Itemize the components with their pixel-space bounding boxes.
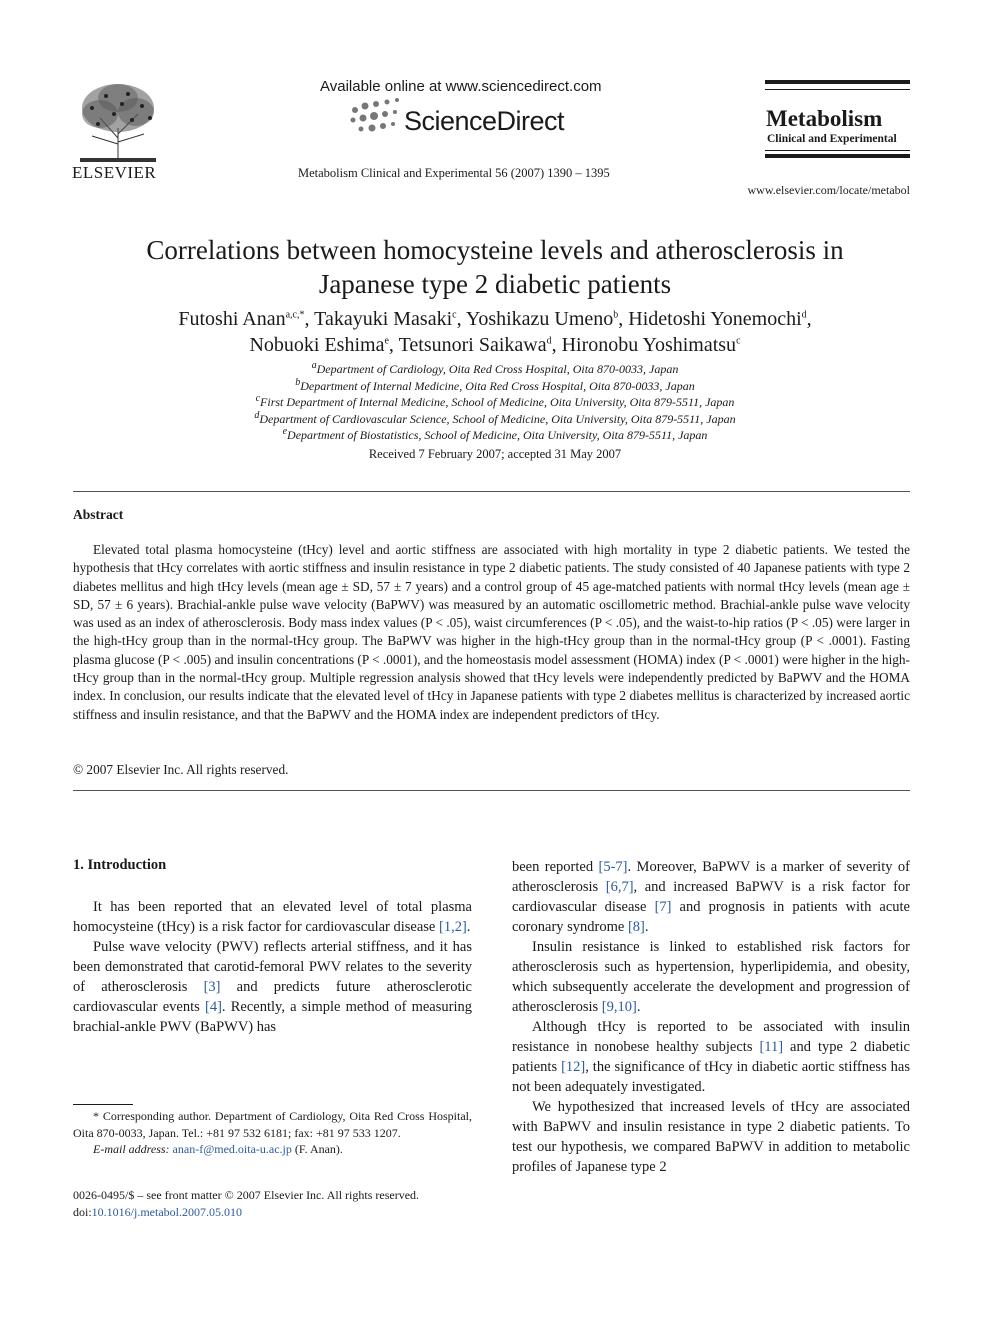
abstract-heading: Abstract bbox=[73, 507, 124, 522]
author-affiliation-mark: b bbox=[613, 309, 619, 321]
paragraph: We hypothesized that increased levels of tHcy are associated with BaPWV and insulin resistance in type 2 diabetic patients. To test our hypothesis, we compared BaPWV in addition to metabolic profiles of Japanese type 2 bbox=[512, 1099, 910, 1175]
journal-rule-top-thick bbox=[765, 80, 910, 84]
author-separator: , bbox=[618, 308, 629, 330]
journal-url[interactable]: www.elsevier.com/locate/metabol bbox=[747, 183, 910, 197]
affiliation-d bbox=[80, 411, 910, 428]
citation-link[interactable]: [6,7] bbox=[605, 879, 634, 895]
affiliation-text: First Department of Internal Medicine, School of Medicine, Oita University, Oita 879-5511, Japan bbox=[260, 395, 735, 409]
paper-title bbox=[80, 233, 910, 301]
paragraph bbox=[512, 1017, 910, 1097]
author-affiliation-mark: c bbox=[736, 335, 741, 347]
sciencedirect-wordmark: ScienceDirect bbox=[404, 106, 565, 136]
citation-link[interactable]: [8] bbox=[627, 919, 645, 935]
affiliation-b bbox=[80, 378, 910, 395]
citation-link[interactable]: [11] bbox=[759, 1039, 784, 1055]
author-separator: , bbox=[388, 334, 399, 356]
author-affiliation-mark: a,c,* bbox=[285, 309, 305, 321]
citation-link[interactable]: [9,10] bbox=[601, 999, 637, 1015]
affiliation-list bbox=[80, 361, 910, 444]
citation-link[interactable]: [3] bbox=[203, 979, 221, 995]
affiliation-text: Department of Cardiology, Oita Red Cross Hospital, Oita 870-0033, Japan bbox=[316, 362, 679, 376]
issn-line: 0026-0495/$ – see front matter © 2007 Elsevier Inc. All rights reserved. bbox=[73, 1188, 420, 1202]
section-heading-introduction: 1. Introduction bbox=[73, 857, 167, 873]
front-matter-info bbox=[73, 1187, 472, 1220]
text-run: . bbox=[644, 919, 649, 935]
journal-rule-top-thin bbox=[765, 89, 910, 90]
author-name: Yoshikazu Umeno bbox=[465, 308, 614, 330]
author-name: Tetsunori Saikawa bbox=[398, 334, 547, 356]
abstract-bottom-rule bbox=[73, 790, 910, 791]
email-suffix: (F. Anan). bbox=[291, 1142, 343, 1156]
publisher-name: ELSEVIER bbox=[72, 163, 157, 182]
journal-rule-bottom-thick bbox=[765, 154, 910, 158]
abstract-top-rule bbox=[73, 491, 910, 492]
affiliation-text: Department of Cardiovascular Science, School of Medicine, Oita University, Oita 879-5511, Japan bbox=[259, 411, 736, 426]
paragraph bbox=[512, 937, 910, 1017]
paper-title-line-2: Japanese type 2 diabetic patients bbox=[318, 269, 672, 299]
text-run: Pulse wave velocity (PWV) reflects arterial stiffness, and it has been demonstrated that carotid-femoral PWV relates to the severity of atherosclerosis bbox=[73, 939, 472, 995]
author-separator: , bbox=[304, 308, 315, 330]
author-name: Takayuki Masaki bbox=[314, 308, 453, 330]
affiliation-mark: a bbox=[311, 360, 317, 371]
text-run: . bbox=[636, 999, 641, 1015]
available-online-text: Available online at www.sciencedirect.com bbox=[320, 78, 602, 95]
author-line-2 bbox=[80, 332, 910, 358]
abstract-body: Elevated total plasma homocysteine (tHcy) level and aortic stiffness are associated with high mortality in type 2 diabetic patients. We tested the hypothesis that tHcy correlates with aortic stiffness and insulin resistance in type 2 diabetic patients. The study consisted of 40 Japanese patients with type 2 diabetes mellitus and high tHcy levels (mean age ± SD, 57 ± 7 years) and a control group of 45 age-matched patients with normal tHcy levels (mean age ± SD, 57 ± 6 years). Brachial-ankle pulse wave velocity (BaPWV) was measured by an automatic oscillometric method. Brachial-ankle pulse wave velocity was used as an index of atherosclerosis. Body mass index values (P < .05), waist circumferences (P < .05), and the waist-to-hip ratios (P < .05) were larger in the high-tHcy group than in the normal-tHcy group. The BaPWV was higher in the high-tHcy group than in the normal-tHcy group (P < .0001). Fasting plasma glucose (P < .005) and insulin concentrations (P < .0001), and the homeostasis model assessment (HOMA) index (P < .0001) were higher in the high-tHcy group than in the normal-tHcy group. Multiple regression analysis showed that tHcy levels were independently predicted by BaPWV and the HOMA index. In conclusion, our results indicate that the elevated level of tHcy in Japanese patients with type 2 diabetes mellitus is characterized by increased aortic stiffness and insulin resistance, and that the BaPWV and the HOMA index are independent predictors of tHcy. bbox=[73, 542, 910, 722]
affiliation-mark: d bbox=[254, 409, 260, 421]
text-run: and prognosis in patients with acute coronary syndrome bbox=[512, 899, 910, 935]
affiliation-c bbox=[80, 394, 910, 411]
author-affiliation-mark: d bbox=[801, 309, 807, 321]
citation-link[interactable]: [5-7] bbox=[598, 859, 628, 875]
right-column bbox=[512, 857, 910, 1177]
author-affiliation-mark: c bbox=[452, 309, 457, 321]
footnote-rule bbox=[73, 1104, 133, 1105]
text-run: Although tHcy is reported to be associated with insulin resistance in nonobese healthy subjects bbox=[512, 1019, 910, 1055]
received-dates: Received 7 February 2007; accepted 31 May 2007 bbox=[368, 447, 622, 461]
footnote-text: * Corresponding author. Department of Cardiology, Oita Red Cross Hospital, Oita 870-0033, Japan. Tel.: +81 97 532 6181; fax: +81 97 533 1207. bbox=[73, 1109, 472, 1140]
author-name: Nobuoki Eshima bbox=[249, 334, 385, 356]
citation-link[interactable]: [12] bbox=[561, 1059, 586, 1075]
author-affiliation-mark: d bbox=[546, 335, 552, 347]
doi-line bbox=[73, 1204, 472, 1221]
citation-link[interactable]: [7] bbox=[654, 899, 672, 915]
doi-link[interactable]: 10.1016/j.metabol.2007.05.010 bbox=[91, 1204, 242, 1219]
author-line-1 bbox=[80, 306, 910, 332]
author-separator: , bbox=[806, 308, 812, 330]
email-link[interactable]: anan-f@med.oita-u.ac.jp bbox=[172, 1142, 292, 1156]
journal-reference: Metabolism Clinical and Experimental 56 (2007) 1390 – 1395 bbox=[298, 166, 610, 180]
paper-title-line-1: Correlations between homocysteine levels and atherosclerosis in bbox=[146, 235, 844, 265]
text-run: , the significance of tHcy in diabetic aortic stiffness has not been adequately investigated. bbox=[512, 1059, 910, 1095]
text-run: . bbox=[466, 919, 471, 935]
text-run: . Moreover, BaPWV is a marker of severity of atherosclerosis bbox=[512, 859, 910, 895]
author-name: Futoshi Anan bbox=[178, 308, 286, 330]
author-name: Hironobu Yoshimatsu bbox=[561, 334, 737, 356]
doi-label: doi: bbox=[73, 1204, 92, 1219]
author-separator: , bbox=[551, 334, 562, 356]
author-name: Hidetoshi Yonemochi bbox=[628, 308, 802, 330]
text-run: and predicts future atherosclerotic cardiovascular events bbox=[73, 979, 472, 1015]
affiliation-text: Department of Biostatistics, School of Medicine, Oita University, Oita 879-5511, Japan bbox=[287, 428, 708, 442]
left-column bbox=[73, 897, 472, 1037]
affiliation-text: Department of Internal Medicine, Oita Red Cross Hospital, Oita 870-0033, Japan bbox=[300, 378, 695, 393]
email-label: E-mail address: bbox=[93, 1142, 170, 1156]
journal-subtitle: Clinical and Experimental bbox=[767, 133, 897, 145]
text-run: been reported bbox=[512, 859, 599, 875]
citation-link[interactable]: [1,2] bbox=[438, 919, 467, 935]
affiliation-e bbox=[80, 427, 910, 444]
affiliation-a bbox=[80, 361, 910, 378]
text-run: Insulin resistance is linked to established risk factors for atherosclerosis such as hypertension, hyperlipidemia, and obesity, which subsequently accelerate the development and progression of atherosclerosis bbox=[512, 939, 910, 1015]
text-run: . Recently, a simple method of measuring brachial-ankle PWV (BaPWV) has bbox=[73, 999, 472, 1035]
paragraph bbox=[73, 937, 472, 1037]
author-list bbox=[80, 306, 910, 358]
footnote-email-line bbox=[73, 1141, 472, 1158]
text-run: It has been reported that an elevated level of total plasma homocysteine (tHcy) is a risk factor for cardiovascular disease bbox=[73, 899, 472, 935]
paragraph bbox=[73, 897, 472, 937]
sciencedirect-dots-icon bbox=[345, 96, 405, 138]
author-affiliation-mark: e bbox=[384, 335, 389, 347]
journal-name: Metabolism bbox=[766, 106, 883, 131]
corresponding-author-footnote bbox=[73, 1108, 472, 1158]
journal-rule-bottom-thin bbox=[765, 150, 910, 151]
paragraph bbox=[512, 857, 910, 937]
abstract-copyright: © 2007 Elsevier Inc. All rights reserved. bbox=[73, 762, 289, 777]
text-run: and type 2 diabetic patients bbox=[512, 1039, 910, 1075]
author-separator: , bbox=[456, 308, 466, 330]
affiliation-mark: c bbox=[255, 393, 261, 404]
text-run: , and increased BaPWV is a risk factor for cardiovascular disease bbox=[512, 879, 910, 915]
affiliation-mark: e bbox=[282, 426, 288, 437]
affiliation-mark: b bbox=[295, 376, 301, 388]
citation-link[interactable]: [4] bbox=[204, 999, 222, 1015]
